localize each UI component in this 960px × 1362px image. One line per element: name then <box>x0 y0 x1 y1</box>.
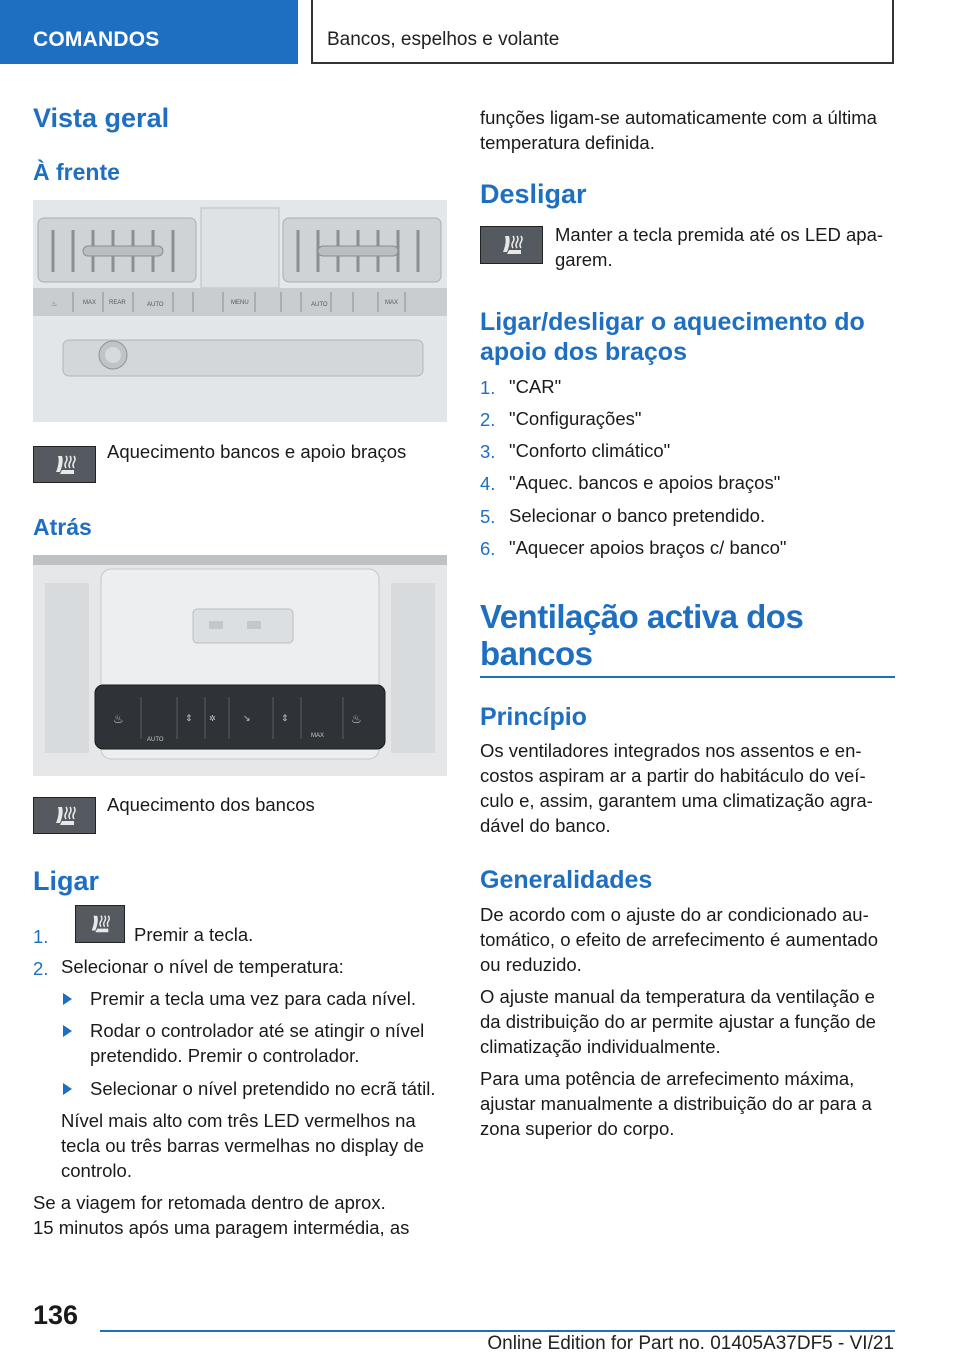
seat-heating-key-rear <box>33 797 96 834</box>
section-tab <box>0 0 298 64</box>
armrest-step-6: "Aquecer apoios braços c/ banco" <box>509 537 787 558</box>
general-p2-line-2: da distribuição do ar permite ajustar a função de <box>480 1011 876 1032</box>
bullet-3: Selecionar o nível pretendido no ecrã tátil. <box>90 1078 436 1099</box>
seat-heating-icon <box>497 232 527 258</box>
note-line-3: controlo. <box>61 1160 132 1181</box>
ligar-heading: Ligar <box>33 866 100 896</box>
ventilation-title-1: Ventilação activa dos <box>480 598 804 635</box>
front-console-illustration <box>33 200 447 422</box>
seat-heating-key-off <box>480 226 543 264</box>
general-p3-line-1: Para uma potência de arrefecimento máxima, <box>480 1068 855 1089</box>
svg-text:♨: ♨ <box>51 301 58 308</box>
principio-line-2: costos aspiram ar a partir do habitáculo do veí- <box>480 765 866 786</box>
bullet-1: Premir a tecla uma vez para cada nível. <box>90 988 416 1009</box>
step1-number: 1. <box>33 926 49 947</box>
armrest-step-4: "Aquec. bancos e apoios braços" <box>509 472 781 493</box>
tail-line-2: 15 minutos após uma paragem intermédia, as <box>33 1217 410 1238</box>
cont-line-2: temperatura definida. <box>480 132 655 153</box>
svg-text:♨: ♨ <box>113 712 124 726</box>
seat-heating-icon <box>50 452 80 478</box>
armrest-step-2-num: 2. <box>480 409 496 430</box>
svg-text:♨: ♨ <box>351 712 362 726</box>
general-p3-line-2: ajustar manualmente a distribuição do ar para a <box>480 1093 872 1114</box>
rear-caption: Aquecimento dos bancos <box>107 794 315 815</box>
principio-heading: Princípio <box>480 703 587 731</box>
rear-heading: Atrás <box>33 514 92 540</box>
svg-text:⇕: ⇕ <box>281 714 289 724</box>
front-label-max: MAX <box>83 300 97 306</box>
page-number: 136 <box>33 1300 79 1330</box>
armrest-step-4-num: 4. <box>480 473 496 494</box>
step1-text: Premir a tecla. <box>134 924 254 945</box>
rear-console-photo <box>33 555 447 776</box>
general-p1-line-1: De acordo com o ajuste do ar condicionado au- <box>480 904 869 925</box>
principio-line-1: Os ventiladores integrados nos assentos e en- <box>480 740 862 761</box>
armrest-step-2: "Configurações" <box>509 408 642 429</box>
seat-heating-icon <box>50 803 80 829</box>
page-title: Vista geral <box>33 103 170 133</box>
rear-console-illustration <box>33 555 447 776</box>
desligar-line-1: Manter a tecla premida até os LED apa- <box>555 224 884 245</box>
seat-heating-key-front <box>33 446 96 483</box>
bullet-2: Rodar o controlador até se atingir o nível <box>90 1020 425 1041</box>
note-line-2: tecla ou três barras vermelhas no display de <box>61 1135 424 1156</box>
armrest-step-3-num: 3. <box>480 441 496 462</box>
svg-text:↘: ↘ <box>243 714 251 724</box>
armrest-step-3: "Conforto climático" <box>509 440 671 461</box>
ventilation-title-2: bancos <box>480 635 593 672</box>
armrest-heading-2: apoio dos braços <box>480 338 687 366</box>
seat-heating-key-step <box>75 905 125 943</box>
armrest-step-1-num: 1. <box>480 377 496 398</box>
section-rule <box>480 676 895 678</box>
svg-text:⇕: ⇕ <box>185 714 193 724</box>
step2-text: Selecionar o nível de temperatura: <box>61 956 344 977</box>
front-heading: À frente <box>33 159 120 185</box>
front-console-photo <box>33 200 447 422</box>
front-label-auto-2: AUTO <box>311 302 328 308</box>
chapter-tab <box>311 0 894 64</box>
footer-rule <box>100 1330 895 1332</box>
front-label-auto: AUTO <box>147 302 164 308</box>
generalidades-heading: Generalidades <box>480 866 653 894</box>
cont-line-1: funções ligam-se automaticamente com a última <box>480 107 877 128</box>
section-label: COMANDOS <box>33 28 160 51</box>
edition-note: Online Edition for Part no. 01405A37DF5 - VI/21 <box>487 1333 894 1354</box>
principio-line-3: culo e, assim, garantem uma climatização agra- <box>480 790 873 811</box>
rear-label-auto: AUTO <box>147 737 164 743</box>
general-p2-line-3: climatização individualmente. <box>480 1036 721 1057</box>
rear-label-max: MAX <box>311 733 325 739</box>
armrest-step-5: Selecionar o banco pretendido. <box>509 505 766 526</box>
note-line-1: Nível mais alto com três LED vermelhos na <box>61 1110 416 1131</box>
armrest-step-6-num: 6. <box>480 538 496 559</box>
general-p1-line-2: tomático, o efeito de arrefecimento é aumentado <box>480 929 878 950</box>
bullet-triangle-icon <box>63 1025 72 1037</box>
desligar-line-2: garem. <box>555 249 613 270</box>
chapter-label: Bancos, espelhos e volante <box>327 29 560 50</box>
desligar-heading: Desligar <box>480 179 587 209</box>
general-p1-line-3: ou reduzido. <box>480 954 582 975</box>
seat-heating-icon <box>86 912 114 936</box>
step2-number: 2. <box>33 958 49 979</box>
general-p2-line-1: O ajuste manual da temperatura da ventilação e <box>480 986 875 1007</box>
general-p3-line-3: zona superior do corpo. <box>480 1118 675 1139</box>
front-label-max-2: MAX <box>385 300 399 306</box>
front-caption: Aquecimento bancos e apoio braços <box>107 441 407 462</box>
tail-line-1: Se a viagem for retomada dentro de aprox. <box>33 1192 386 1213</box>
front-label-menu: MENU <box>231 300 249 306</box>
front-label-rear: REAR <box>109 300 126 306</box>
bullet-2-cont: pretendido. Premir o controlador. <box>90 1045 360 1066</box>
bullet-triangle-icon <box>63 1083 72 1095</box>
armrest-heading-1: Ligar/desligar o aquecimento do <box>480 308 865 336</box>
bullet-triangle-icon <box>63 993 72 1005</box>
principio-line-4: dável do banco. <box>480 815 611 836</box>
svg-text:✲: ✲ <box>209 714 216 723</box>
armrest-step-5-num: 5. <box>480 506 496 527</box>
armrest-step-1: "CAR" <box>509 376 562 397</box>
